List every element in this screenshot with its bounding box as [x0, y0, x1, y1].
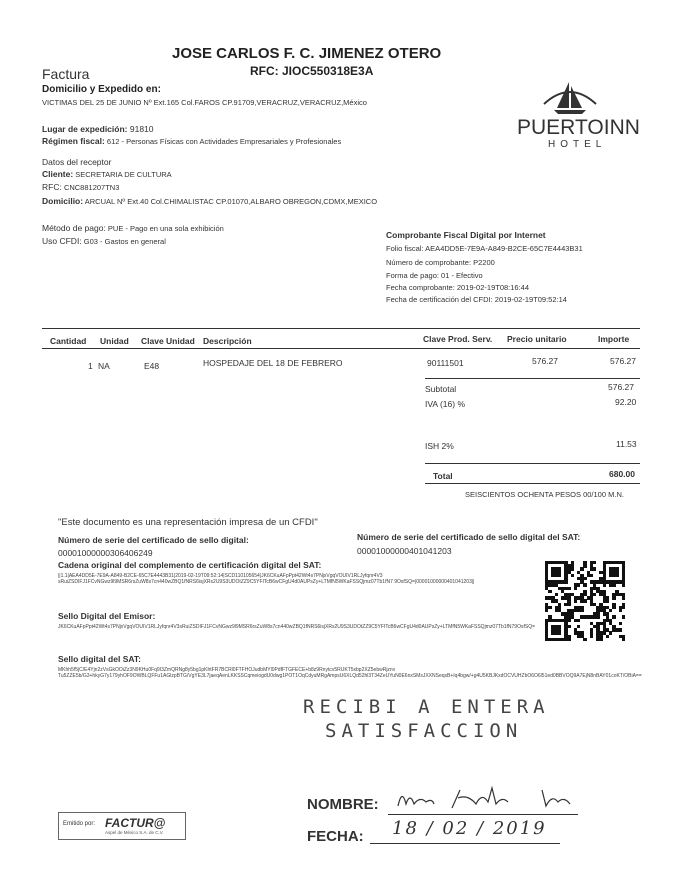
serie-sat-value: 00001000000401041203	[357, 546, 452, 556]
subtotal-label: Subtotal	[425, 384, 457, 394]
total-words: SEISCIENTOS OCHENTA PESOS 00/100 M.N.	[465, 490, 624, 499]
ish-label: ISH 2%	[425, 441, 454, 451]
receptor-domicilio-value: ARCUAL Nº Ext.40 Col.CHIMALISTAC CP.01070,ALBARO OBREGON,CDMX,MEXICO	[84, 197, 378, 206]
metodo-pago	[42, 223, 224, 233]
lugar-label: Lugar de expedición:	[42, 124, 128, 134]
metodo-label: Método de pago:	[42, 223, 106, 233]
uso-value: G03 - Gastos en general	[83, 237, 166, 246]
document-type: Factura	[42, 66, 90, 82]
table-header-divider	[42, 348, 640, 349]
issuer-name: JOSE CARLOS F. C. JIMENEZ OTERO	[172, 45, 442, 62]
total-label: Total	[433, 471, 453, 481]
receptor-rfc-value: CNC881207TN3	[63, 183, 120, 192]
serie-sello-value: 00001000000306406249	[58, 548, 153, 558]
fecha-handwritten: 18 / 02 / 2019	[392, 818, 547, 839]
sailboat-logo-icon	[540, 74, 600, 116]
recibi-stamp-line1: RECIBI A ENTERA	[303, 696, 550, 718]
nombre-label: NOMBRE:	[307, 796, 379, 813]
row-precio: 576.27	[532, 356, 558, 366]
col-clave-unidad: Clave Unidad	[141, 336, 195, 346]
uso-label: Uso CFDI:	[42, 236, 82, 246]
emitido-label: Emitido por:	[63, 821, 96, 827]
metodo-value: PUE - Pago en una sola exhibición	[107, 224, 224, 233]
recibi-stamp-line2: SATISFACCION	[325, 720, 523, 742]
fecha-label: FECHA:	[307, 828, 364, 845]
sello-emisor-value: JK6CKuAFpPpt42Wt4s7PNjxVgqVOUIV1RLJyfqnr4V3sRuiZSDIFJ1FCvNGwz9l9MSR6rsZuW8s7cn440wZBQ1fNRS6isjXRs2U9S3UDOtZZ9C5YFITcB6wCFgU4d0AUPsZy+LTMfN5WKaFSSQjmz07Tb1fN79OsfSQ=	[58, 624, 536, 630]
subtotal-value: 576.27	[608, 382, 634, 392]
total-bottom-divider	[425, 483, 640, 484]
row-unidad: NA	[98, 361, 110, 371]
uso-cfdi	[42, 236, 166, 246]
issuer-rfc: RFC: JIOC550318E3A	[250, 64, 374, 78]
row-clave-prod: 90111501	[427, 358, 464, 368]
row-clave-unidad: E48	[144, 361, 160, 371]
col-descripcion: Descripción	[203, 336, 252, 346]
col-unidad: Unidad	[100, 336, 129, 346]
domicilio-label: Domicilio y Expedido en:	[42, 84, 161, 95]
sello-sat-value: MKhh5f5jC/E4Yjn2zVsGkOOiZz3N9KHu0Fq9I3ZmQRNg8y5bg1pKhtFR7BCRl0FTFHOJudbMYl0PdfFTGFECE+b8z9Rnytcv5RUKT5xbp2XZ5ebwRjznv Tu5ZZE5b/G3+hkyG7y179yhOF9OWBLQFFu1AGlzpBTG/VgYE3L7jaeqAenLKKSSCqmeiogdU0dwg1POT1OqCdyuMRgAmpsU6XLQd52hl3T34ZeUYuN0E6nxSMsJXXNSeqsB+Iq4bgw/+g4U5KBJKxdOCVUHZbO6O6l51ed0BBVOQ9A7EjN8nBAY01coKT/OBiA==	[58, 667, 642, 679]
facture-sub: Aspel de México S.A. de C.V.	[105, 830, 164, 835]
ish-value: 11.53	[616, 439, 637, 449]
facture-brand: FACTUR@	[105, 816, 166, 830]
receptor-domicilio-label: Domicilio:	[42, 196, 84, 206]
serie-sat-label: Número de serie del certificado de sello digital del SAT:	[357, 532, 581, 542]
row-descripcion: HOSPEDAJE DEL 18 DE FEBRERO	[203, 358, 343, 368]
cliente-value: SECRETARIA DE CULTURA	[75, 170, 172, 179]
iva-value: 92.20	[615, 397, 637, 407]
forma-pago: Forma de pago: 01 - Efectivo	[386, 271, 483, 280]
cliente-label: Cliente:	[42, 169, 74, 179]
lugar-expedicion	[42, 124, 154, 134]
receptor-rfc-label: RFC:	[42, 182, 62, 192]
fecha-line	[370, 843, 560, 844]
row-importe: 576.27	[610, 356, 636, 366]
domicilio-value: VICTIMAS DEL 25 DE JUNIO Nº Ext.165 Col.FAROS CP.91709,VERACRUZ,VERACRUZ,México	[42, 98, 367, 107]
nombre-line	[388, 814, 578, 815]
numero-comprobante: Número de comprobante: P2200	[386, 258, 495, 267]
representacion-impresa: "Este documento es una representación impresa de un CFDI"	[58, 517, 318, 528]
regimen-label: Régimen fiscal:	[42, 136, 105, 146]
logo-brand: PUERTOINN	[517, 116, 640, 139]
col-precio: Precio unitario	[507, 334, 567, 344]
signature-icon	[392, 784, 582, 814]
total-top-divider	[425, 463, 640, 464]
receptor-rfc	[42, 182, 119, 192]
table-top-divider	[42, 328, 640, 329]
col-cantidad: Cantidad	[50, 336, 87, 346]
fecha-certificacion: Fecha de certificación del CFDI: 2019-02-19T09:52:14	[386, 295, 567, 304]
cadena-value: ||1.1|AEA4DD5E-7E9A-A849-B2CE-65C7E4443B31|2019-02-19T09:52:14|SCD110105654|JK6CKuAFpPpt42Wt4s7PNjxVgqVOUIV1RLJyfqnr4V3 sRuiZSDIFJ1FCvNGwz9l9MSR6rsZuW8s7cn440wZBQ1fNRS6isjXRs2U9S3UDOtZZ9C5YFITcB6wCFgU4d0AUPsZy+LTMfN5WKaFSSQjmz07Tb1fN7 9OsfSQ=|00001000000401041203||	[58, 573, 475, 585]
fecha-comprobante: Fecha comprobante: 2019-02-19T08:16:44	[386, 283, 530, 292]
regimen-value: 612 - Personas Físicas con Actividades Empresariales y Profesionales	[106, 137, 342, 146]
row-cantidad: 1	[88, 361, 93, 371]
regimen-fiscal	[42, 136, 341, 146]
totals-top-divider	[425, 378, 640, 379]
logo-subtitle: HOTEL	[548, 139, 607, 150]
receptor-cliente	[42, 169, 172, 179]
cadena-label: Cadena original del complemento de certificación digital del SAT:	[58, 560, 322, 570]
receptor-domicilio	[42, 196, 377, 206]
qr-code-icon	[545, 561, 625, 641]
lugar-value: 91810	[129, 124, 154, 134]
iva-label: IVA (16) %	[425, 399, 465, 409]
total-value: 680.00	[609, 469, 635, 479]
serie-sello-label: Número de serie del certificado de sello digital:	[58, 535, 249, 545]
comprobante-title: Comprobante Fiscal Digital por Internet	[386, 230, 546, 240]
col-importe: Importe	[598, 334, 630, 344]
sello-sat-label: Sello digital del SAT:	[58, 654, 141, 664]
col-clave-prod: Clave Prod. Serv.	[423, 334, 493, 344]
receptor-section-label: Datos del receptor	[42, 157, 112, 167]
emitido-por-box	[58, 812, 186, 840]
folio-fiscal: Folio fiscal: AEA4DD5E-7E9A-A849-B2CE-65C7E4443B31	[386, 244, 583, 253]
sello-emisor-label: Sello Digital del Emisor:	[58, 611, 156, 621]
